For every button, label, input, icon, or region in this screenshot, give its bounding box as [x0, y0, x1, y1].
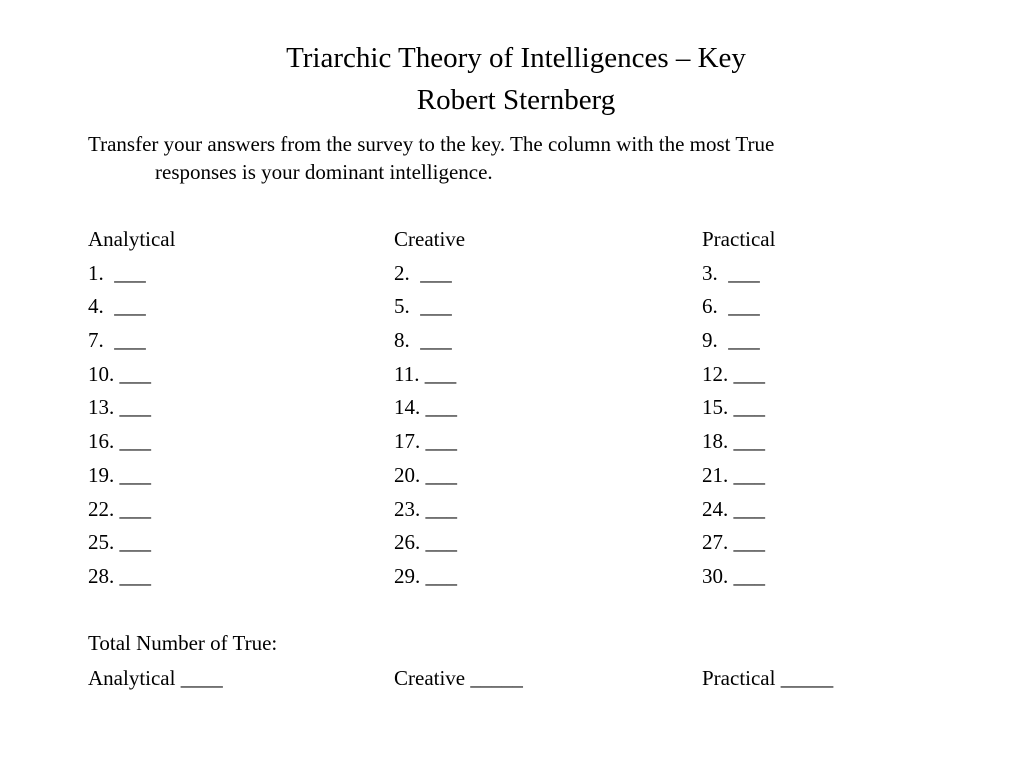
answer-item-30: 30. ___	[702, 563, 765, 588]
answer-item-25: 25. ___	[88, 530, 151, 555]
answer-item-17: 17. ___	[394, 429, 457, 454]
instructions-line-2: responses is your dominant intelligence.	[155, 160, 493, 184]
answer-item-16: 16. ___	[88, 429, 151, 454]
column-header-creative: Creative	[394, 227, 466, 251]
page-subtitle-author: Robert Sternberg	[416, 84, 616, 116]
answer-item-12: 12. ___	[702, 361, 765, 386]
answer-item-6: 6. ___	[702, 294, 760, 319]
total-analytical: Analytical ____	[88, 666, 223, 690]
total-creative: Creative _____	[394, 666, 523, 690]
answer-item-1: 1. ___	[88, 260, 146, 285]
answer-item-14: 14. ___	[394, 395, 457, 420]
column-header-practical: Practical	[702, 227, 776, 251]
answer-item-22: 22. ___	[88, 496, 151, 521]
answer-item-24: 24. ___	[702, 496, 765, 521]
answer-item-26: 26. ___	[394, 530, 457, 555]
answer-item-9: 9. ___	[702, 328, 760, 353]
answer-item-21: 21. ___	[702, 462, 765, 487]
answer-item-18: 18. ___	[702, 429, 765, 454]
column-header-analytical: Analytical	[88, 227, 176, 251]
answer-item-20: 20. ___	[394, 462, 457, 487]
answer-item-15: 15. ___	[702, 395, 765, 420]
answer-item-8: 8. ___	[394, 328, 452, 353]
answer-item-11: 11. ___	[394, 361, 457, 386]
answer-item-2: 2. ___	[394, 260, 452, 285]
page-title: Triarchic Theory of Intelligences – Key	[286, 42, 746, 74]
practical-column	[702, 224, 775, 595]
answer-item-10: 10. ___	[88, 361, 151, 386]
creative-column	[394, 224, 465, 595]
analytical-column	[88, 224, 175, 595]
answer-item-23: 23. ___	[394, 496, 457, 521]
answer-item-28: 28. ___	[88, 563, 151, 588]
answer-item-19: 19. ___	[88, 462, 151, 487]
answer-item-5: 5. ___	[394, 294, 452, 319]
answer-item-29: 29. ___	[394, 563, 457, 588]
total-practical: Practical _____	[702, 666, 834, 690]
answer-item-4: 4. ___	[88, 294, 146, 319]
instructions-text	[88, 130, 968, 186]
answer-item-3: 3. ___	[702, 260, 760, 285]
answer-item-7: 7. ___	[88, 328, 146, 353]
instructions-line-1: Transfer your answers from the survey to the key. The column with the most True	[88, 132, 775, 156]
answer-item-13: 13. ___	[88, 395, 151, 420]
totals-label: Total Number of True:	[88, 631, 278, 655]
answer-item-27: 27. ___	[702, 530, 765, 555]
